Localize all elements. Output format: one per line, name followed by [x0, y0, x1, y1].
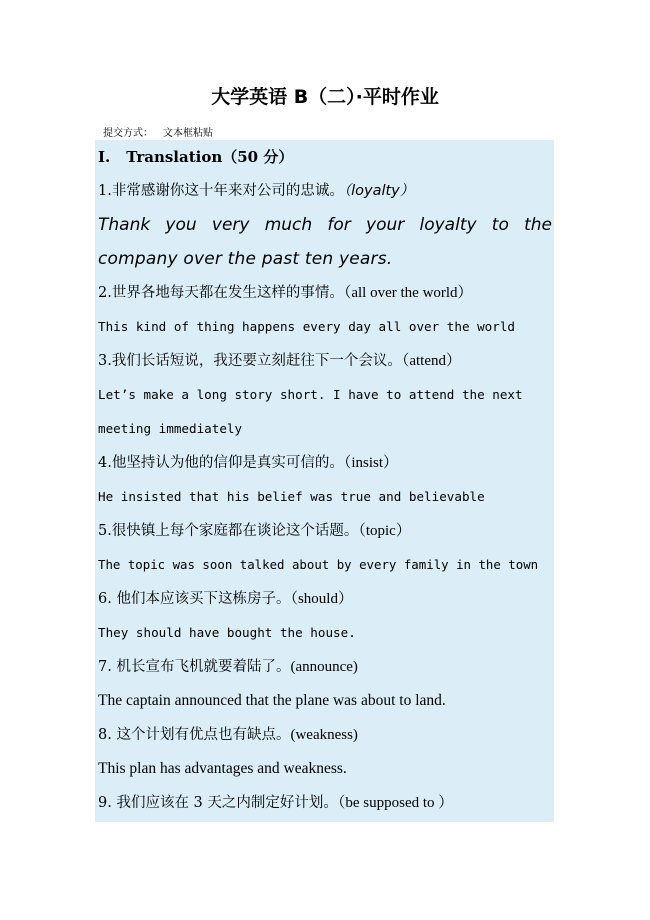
question-8: [98, 718, 552, 752]
submission-method-value: 文本框粘贴: [163, 128, 213, 139]
answer-1-line-2: company over the past ten years.: [98, 249, 393, 269]
question-1: [98, 174, 552, 208]
question-hint: （insist）: [343, 455, 399, 471]
question-text: 9. 我们应该在 3 天之内制定好计划。: [98, 795, 338, 811]
answer-3-line-2: meeting immediately: [98, 421, 243, 436]
question-6: [98, 582, 552, 616]
answer-5-line-1: The topic was soon talked about by every family in the town: [98, 557, 539, 572]
question-7: [98, 650, 552, 684]
question-2: [98, 276, 552, 310]
answer-6-line-1: They should have bought the house.: [98, 625, 356, 640]
question-text: 2.世界各地每天都在发生这样的事情。: [98, 285, 344, 301]
answer-8-line-1: This plan has advantages and weakness.: [98, 760, 347, 777]
question-text: 7. 机长宣布飞机就要着陆了。: [98, 659, 291, 675]
answer-7-line-1: The captain announced that the plane was about to land.: [98, 692, 446, 709]
answer-2-line-1: This kind of thing happens every day all over the world: [98, 319, 516, 334]
submission-method: [103, 124, 213, 139]
question-5: [98, 514, 552, 548]
answer-4-line-1: He insisted that his belief was true and believable: [98, 489, 485, 504]
section-title: Translation（50 分）: [126, 148, 294, 166]
question-text: 8. 这个计划有优点也有缺点。: [98, 727, 291, 743]
question-hint: (weakness): [290, 727, 358, 743]
question-hint: （should）: [290, 591, 353, 607]
section-number: I.: [98, 148, 111, 166]
document-title: 大学英语 B（二）·平时作业: [211, 86, 439, 108]
submission-method-label: 提交方式：: [103, 128, 153, 139]
question-4: [98, 446, 552, 480]
answer-1-line-1: Thank you very much for your loyalty to the: [98, 215, 552, 235]
answer-3-line-1: Let’s make a long story short. I have to attend the next: [98, 387, 523, 402]
question-hint: (announce): [290, 659, 358, 675]
question-hint: （topic）: [358, 523, 411, 539]
section-heading: [98, 140, 552, 174]
question-text: 5.很快镇上每个家庭都在谈论这个话题。: [98, 523, 359, 539]
question-text: 3.我们长话短说，我还要立刻赶往下一个会议。: [98, 353, 402, 369]
question-hint: （be supposed to ）: [337, 795, 454, 811]
question-text: 6. 他们本应该买下这栋房子。: [98, 591, 291, 607]
question-3: [98, 344, 552, 378]
question-hint: （loyalty）: [343, 183, 415, 199]
question-text: 4.他坚持认为他的信仰是真实可信的。: [98, 455, 344, 471]
question-hint: （all over the world）: [343, 285, 473, 301]
question-hint: （attend）: [401, 353, 461, 369]
question-9: [98, 786, 552, 820]
question-text: 1.非常感谢你这十年来对公司的忠诚。: [98, 183, 344, 199]
